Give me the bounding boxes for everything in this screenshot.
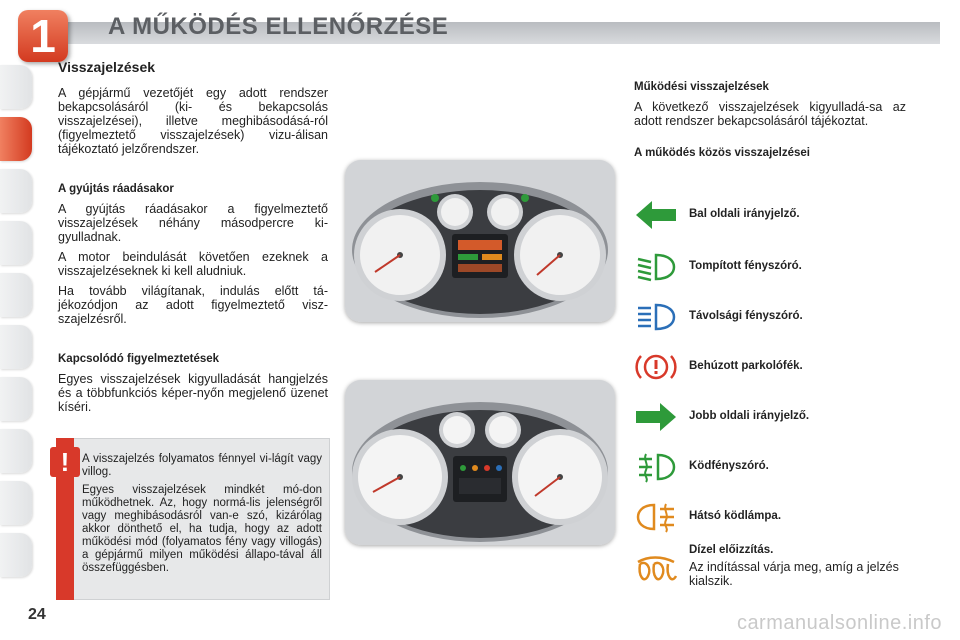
indicator-low-beam — [634, 250, 934, 284]
chapter-badge: 1 — [18, 10, 68, 62]
indicator-label: Behúzott parkolófék. — [689, 360, 803, 372]
instrument-cluster-drawing-2 — [345, 380, 615, 545]
operation-indicators-intro: A következő visszajelzések kigyulladá-sa az adott rendszer bekapcsolásáról tájékoztat. — [634, 100, 906, 128]
chapter-tabs — [0, 65, 32, 585]
parking-brake-icon — [634, 350, 678, 384]
indicator-right-turn — [634, 400, 934, 434]
indicator-parking-brake — [634, 350, 934, 384]
chapter-tab[interactable] — [0, 221, 32, 265]
warning-icon: ! — [50, 447, 80, 477]
front-fog-icon — [634, 450, 678, 484]
high-beam-icon — [634, 300, 678, 334]
indicator-label: Dízel előizzítás. — [689, 544, 774, 556]
indicator-label: Távolsági fényszóró. — [689, 310, 803, 322]
page-number: 24 — [28, 606, 46, 623]
warning-text — [82, 453, 322, 575]
chapter-tab[interactable] — [0, 481, 32, 525]
operation-indicators-title: Működési visszajelzések — [634, 81, 769, 93]
indicator-label: Tompított fényszóró. — [689, 260, 802, 272]
chapter-tab[interactable] — [0, 533, 32, 577]
diesel-description: Az indítással várja meg, amíg a jelzés kialszik. — [689, 560, 899, 588]
warning-paragraph-2: Egyes visszajelzések mindkét mó-don működhetnek. Az, hogy normá-lis jelenségről vagy meghibásodásról van-e szó, kizárólag akkor dönthető el, ha tudja, hogy az adott működési mód (folyamatos fény vagy villogás) a gépjármű milyen működési állapo-tával áll összefüggésben. — [82, 484, 322, 574]
left-column — [58, 60, 328, 414]
warning-paragraph-1: A visszajelzés folyamatos fénnyel vi-lágít vagy villog. — [82, 453, 322, 478]
chapter-tab[interactable] — [0, 273, 32, 317]
chapter-tab-active[interactable] — [0, 117, 32, 161]
common-indicators-title: A működés közös visszajelzései — [634, 147, 810, 159]
ignition-paragraph-2: A motor beindulását követően ezeknek a visszajelzéseknek ki kell aludniuk. — [58, 250, 328, 278]
instrument-cluster-drawing-1 — [345, 160, 615, 322]
chapter-tab[interactable] — [0, 325, 32, 369]
intro-paragraph: A gépjármű vezetőjét egy adott rendszer bekapcsolásáról (ki- és bekapcsolás visszajelzései), illetve meghibásodásá-ról (figyelmeztető visszajelzések) vizu-álisan tájékoztató jelzőrendszer. — [58, 86, 328, 156]
glow-plug-icon — [634, 554, 678, 588]
rear-fog-icon — [634, 500, 678, 534]
related-paragraph: Egyes visszajelzések kigyulladását hangjelzés és a többfunkciós képer-nyőn megjelenő üzenet kíséri. — [58, 372, 328, 414]
indicator-label: Ködfényszóró. — [689, 460, 769, 472]
indicator-label: Jobb oldali irányjelző. — [689, 410, 810, 422]
ignition-paragraph-1: A gyújtás ráadásakor a figyelmeztető visszajelzések néhány másodpercre ki-gyulladnak. — [58, 202, 328, 244]
ignition-title: A gyújtás ráadásakor — [58, 183, 174, 195]
chapter-tab[interactable] — [0, 377, 32, 421]
watermark: carmanualsonline.info — [736, 612, 942, 634]
indicator-label: Hátsó ködlámpa. — [689, 510, 782, 522]
chapter-tab[interactable] — [0, 65, 32, 109]
related-title: Kapcsolódó figyelmeztetések — [58, 353, 220, 365]
low-beam-icon — [634, 250, 678, 284]
right-column — [634, 80, 906, 160]
ignition-paragraph-3: Ha tovább világítanak, indulás előtt tá-jékozódjon az adott figyelmeztető visz-szajelzésről. — [58, 284, 328, 326]
page-title: A MŰKÖDÉS ELLENŐRZÉSE — [108, 13, 449, 40]
indicator-left-turn — [634, 198, 934, 232]
indicator-label: Bal oldali irányjelző. — [689, 208, 800, 220]
indicator-front-fog — [634, 450, 934, 484]
instrument-cluster-image-1 — [345, 160, 615, 322]
indicator-high-beam — [634, 300, 934, 334]
instrument-cluster-image-2 — [345, 380, 615, 545]
right-arrow-icon — [634, 400, 678, 434]
section-title: Visszajelzések — [58, 59, 156, 75]
left-arrow-icon — [634, 198, 678, 232]
chapter-tab[interactable] — [0, 429, 32, 473]
chapter-tab[interactable] — [0, 169, 32, 213]
indicator-rear-fog — [634, 500, 934, 534]
